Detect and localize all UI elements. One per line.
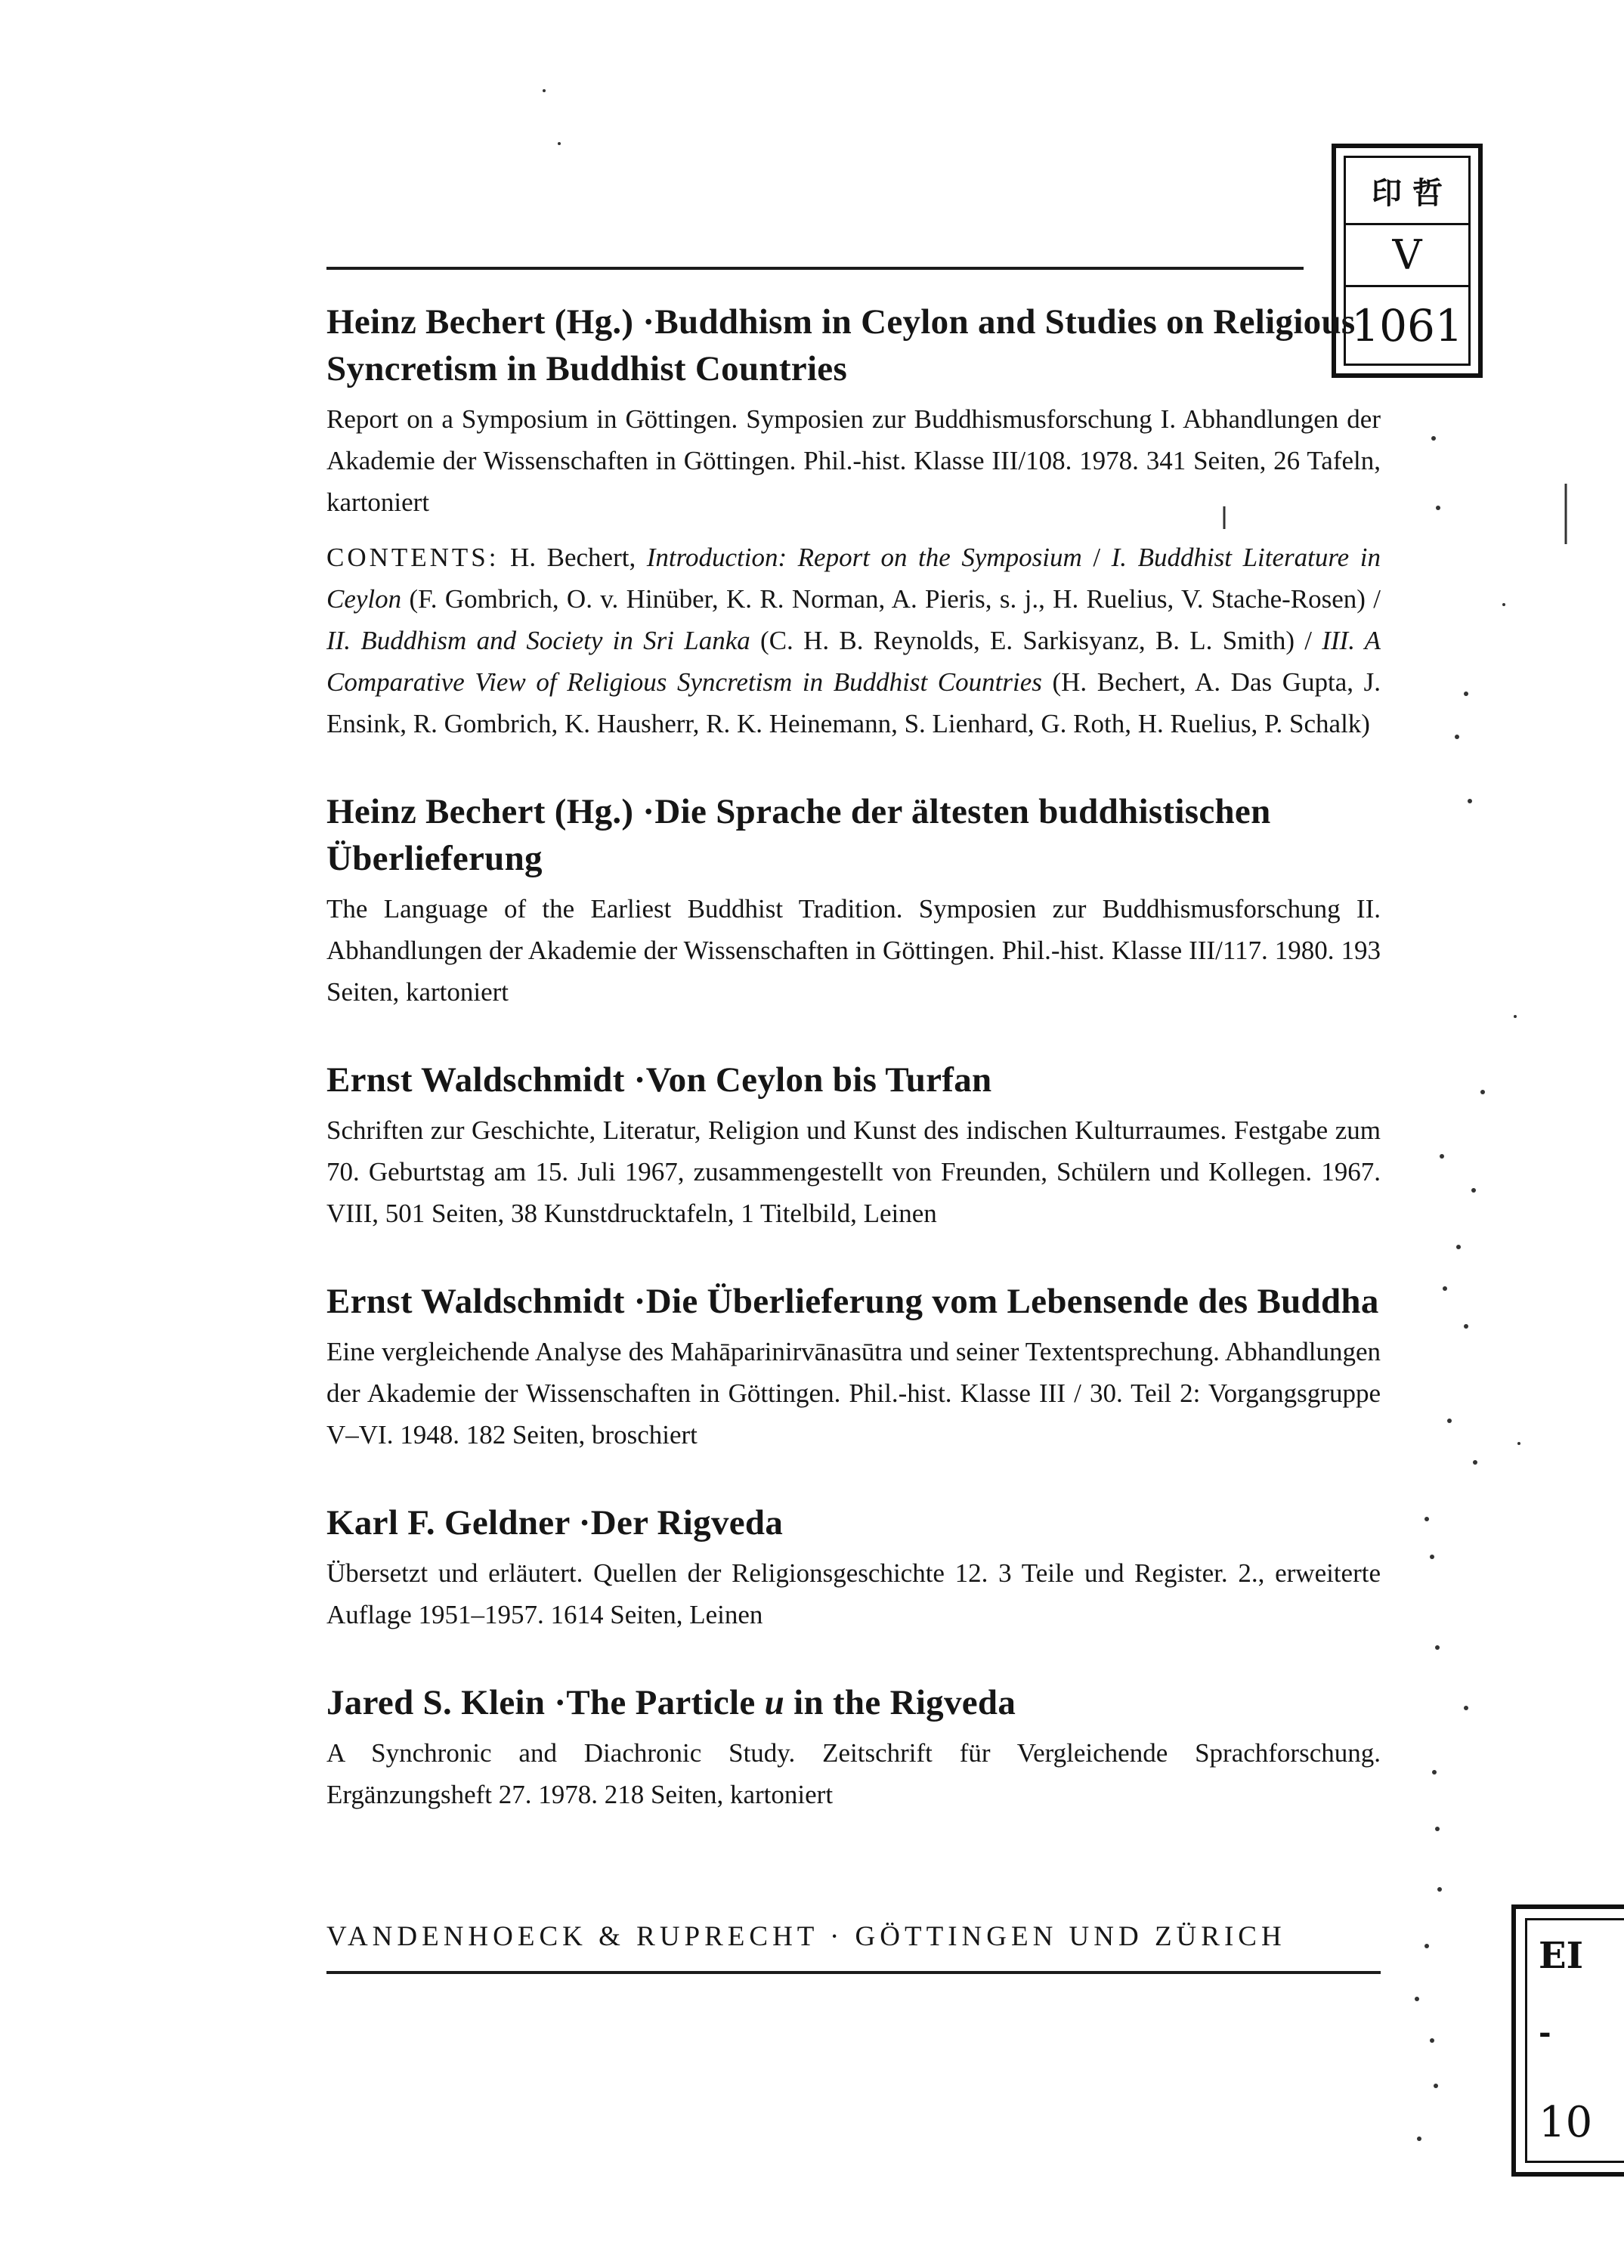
- publisher-imprint: VANDENHOECK & RUPRECHT · GÖTTINGEN UND ZÜRICH: [326, 1921, 1286, 1952]
- entry-author: Ernst Waldschmidt ·: [326, 1060, 646, 1100]
- entry-author: Heinz Bechert (Hg.) ·: [326, 792, 654, 831]
- stamp-line-1: 印 哲: [1346, 164, 1468, 225]
- partial-stamp-line-2: -: [1539, 2015, 1551, 2050]
- entry-description: The Language of the Earliest Buddhist Tradition. Symposien zur Buddhismusforschung II. Abhandlungen der Akademie der Wissenschaften in Göttingen. Phil.-hist. Klasse III/117. 1980. 193 Seiten, kartoniert: [326, 894, 1381, 1007]
- contents-text: (H. Bechert, A. Das Gupta, J. Ensink, R. Gombrich, K. Hausherr, R. K. Heinemann, S. Lienhard, G. Roth, H. Ruelius, P. Schalk): [326, 667, 1381, 738]
- entry-title: Die Sprache der ältesten buddhistischen Überlieferung: [326, 792, 1271, 878]
- contents-section-title: Introduction: Report on the Symposium: [646, 543, 1082, 572]
- contents-label: CONTENTS:: [326, 543, 500, 572]
- contents-section-title: III. A Comparative View of Religious Syncretism in Buddhist Countries: [326, 626, 1381, 697]
- entry-description: Eine vergleichende Analyse des Mahāparinirvānasūtra und seiner Textentsprechung. Abhandlungen der Akademie der Wissenschaften in Göttingen. Phil.-hist. Klasse III / 30. Teil 2: Vorgangsgruppe V–VI. 1948. 182 Seiten, broschiert: [326, 1337, 1381, 1450]
- entry-title-pre: The Particle: [566, 1683, 765, 1722]
- entry-title: Die Überlieferung vom Lebensende des Buddha: [645, 1282, 1379, 1321]
- entry-title-italic: u: [764, 1683, 785, 1722]
- entry-description: Report on a Symposium in Göttingen. Symposien zur Buddhismusforschung I. Abhandlungen der Akademie der Wissenschaften in Göttingen. Phil.-hist. Klasse III/108. 1978. 341 Seiten, 26 Tafeln, kartoniert: [326, 404, 1381, 517]
- entry-title: Buddhism in Ceylon and Studies on Religious Syncretism in Buddhist Countries: [326, 302, 1356, 388]
- stamp-line-3: 1061: [1351, 300, 1463, 351]
- contents-text: (F. Gombrich, O. v. Hinüber, K. R. Norman, A. Pieris, s. j., H. Ruelius, V. Stache-Rosen) /: [401, 584, 1381, 614]
- entry-description: A Synchronic and Diachronic Study. Zeitschrift für Vergleichende Sprachforschung. Ergänzungsheft 27. 1978. 218 Seiten, kartoniert: [326, 1738, 1381, 1809]
- entry-author: Ernst Waldschmidt ·: [326, 1282, 646, 1321]
- entry-title: Von Ceylon bis Turfan: [645, 1060, 992, 1100]
- entry-description: Schriften zur Geschichte, Literatur, Religion und Kunst des indischen Kulturraumes. Festgabe zum 70. Geburtstag am 15. Juli 1967, zusammengestellt von Freunden, Schülern und Kollegen. 1967. VIII, 501 Seiten, 38 Kunstdrucktafeln, 1 Titelbild, Leinen: [326, 1115, 1381, 1228]
- entry-author: Heinz Bechert (Hg.) ·: [326, 302, 654, 342]
- entry-author: Karl F. Geldner ·: [326, 1503, 591, 1542]
- contents-text: H. Bechert,: [499, 543, 647, 572]
- partial-stamp-line-3: 10: [1539, 2098, 1593, 2147]
- contents-section-title: II. Buddhism and Society in Sri Lanka: [326, 626, 750, 655]
- partial-stamp-line-1: EI: [1539, 1935, 1584, 1977]
- entry-title-post: in the Rigveda: [784, 1683, 1016, 1722]
- contents-section-title: I. Buddhist Literature in Ceylon: [326, 543, 1381, 614]
- entry-description: Übersetzt und erläutert. Quellen der Religionsgeschichte 12. 3 Teile und Register. 2., erweiterte Auflage 1951–1957. 1614 Seiten, Leinen: [326, 1558, 1381, 1629]
- entry-author: Jared S. Klein ·: [326, 1683, 566, 1722]
- contents-text: /: [1081, 543, 1112, 572]
- contents-text: (C. H. B. Reynolds, E. Sarkisyanz, B. L. Smith) /: [750, 626, 1322, 655]
- entry-title: Der Rigveda: [590, 1503, 784, 1542]
- stamp-line-2: V: [1346, 226, 1468, 287]
